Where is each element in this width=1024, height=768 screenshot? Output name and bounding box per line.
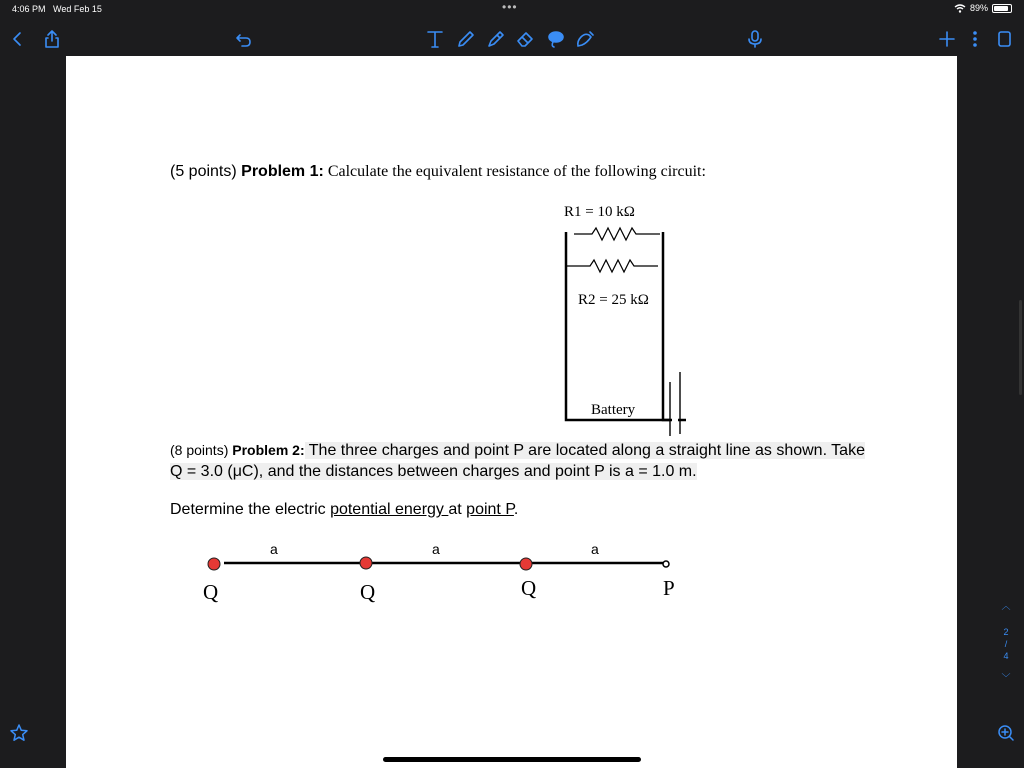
share-icon[interactable] bbox=[40, 28, 64, 50]
problem-2-label: Problem 2: bbox=[232, 442, 305, 458]
current-page: 2 bbox=[1003, 627, 1009, 637]
status-right bbox=[954, 3, 1012, 13]
status-time: 4:06 PM Wed Feb 15 bbox=[12, 4, 102, 14]
wifi-icon bbox=[954, 4, 966, 13]
charge-q-2 bbox=[360, 557, 372, 569]
pen-icon[interactable] bbox=[454, 28, 478, 50]
charge-q-1 bbox=[208, 558, 220, 570]
charge-q-3 bbox=[520, 558, 532, 570]
resistor-r2 bbox=[566, 260, 658, 272]
multitasking-dots[interactable]: ••• bbox=[502, 0, 518, 14]
lasso-icon[interactable] bbox=[544, 28, 568, 50]
problem-1-label: Problem 1: bbox=[241, 163, 324, 180]
spacing-label: a bbox=[591, 541, 599, 557]
undo-icon[interactable] bbox=[232, 28, 256, 50]
problem-2-statement: (8 points) Problem 2: The three charges and point P are located along a straight line as shown. Take Q = 3.0 (μC), and the distances between charges and point P is a = 1.0 m. bbox=[170, 442, 865, 480]
page-down-chevron-icon[interactable]: ﹀ bbox=[1001, 673, 1011, 683]
r2-label: R2 = 25 kΩ bbox=[578, 292, 649, 308]
charge-label: Q bbox=[203, 580, 219, 604]
spacing-label: a bbox=[432, 541, 440, 557]
charge-label: Q bbox=[521, 576, 537, 600]
charges-diagram bbox=[196, 534, 696, 614]
charge-label: Q bbox=[360, 580, 376, 604]
highlighter-icon[interactable] bbox=[484, 28, 508, 50]
zoom-in-icon[interactable] bbox=[994, 722, 1018, 744]
document-page[interactable] bbox=[66, 56, 957, 768]
circuit-diagram bbox=[546, 196, 706, 436]
problem-1-statement: (5 points) Problem 1: Calculate the equivalent resistance of the following circuit: bbox=[170, 163, 706, 180]
toolbar bbox=[0, 22, 1024, 56]
scrollbar-thumb[interactable] bbox=[1019, 300, 1022, 395]
shapes-icon[interactable] bbox=[573, 28, 597, 50]
more-icon[interactable] bbox=[963, 28, 987, 50]
mic-icon[interactable] bbox=[743, 28, 767, 50]
home-indicator bbox=[383, 757, 641, 762]
page-up-chevron-icon[interactable]: ︿ bbox=[1001, 601, 1011, 611]
spacing-label: a bbox=[270, 541, 278, 557]
battery-icon bbox=[992, 4, 1012, 13]
star-icon[interactable] bbox=[7, 722, 31, 744]
eraser-icon[interactable] bbox=[513, 28, 537, 50]
pages-icon[interactable] bbox=[992, 28, 1016, 50]
resistor-r1 bbox=[574, 228, 660, 240]
point-p-label: P bbox=[663, 576, 675, 600]
battery-label: Battery bbox=[591, 402, 636, 418]
add-icon[interactable] bbox=[935, 28, 959, 50]
circuit-wire bbox=[663, 232, 686, 420]
r1-label: R1 = 10 kΩ bbox=[564, 204, 635, 220]
problem-2-question: Determine the electric potential energy at point P. bbox=[170, 501, 519, 518]
page-navigator[interactable]: ︿ 2 / 4 ﹀ bbox=[996, 600, 1016, 684]
text-tool-icon[interactable] bbox=[423, 28, 447, 50]
total-pages: 4 bbox=[1003, 651, 1009, 661]
battery-percent: 89% bbox=[969, 3, 988, 13]
status-bar bbox=[0, 0, 1024, 18]
point-p-marker bbox=[663, 561, 669, 567]
back-chevron-icon[interactable] bbox=[6, 28, 30, 50]
